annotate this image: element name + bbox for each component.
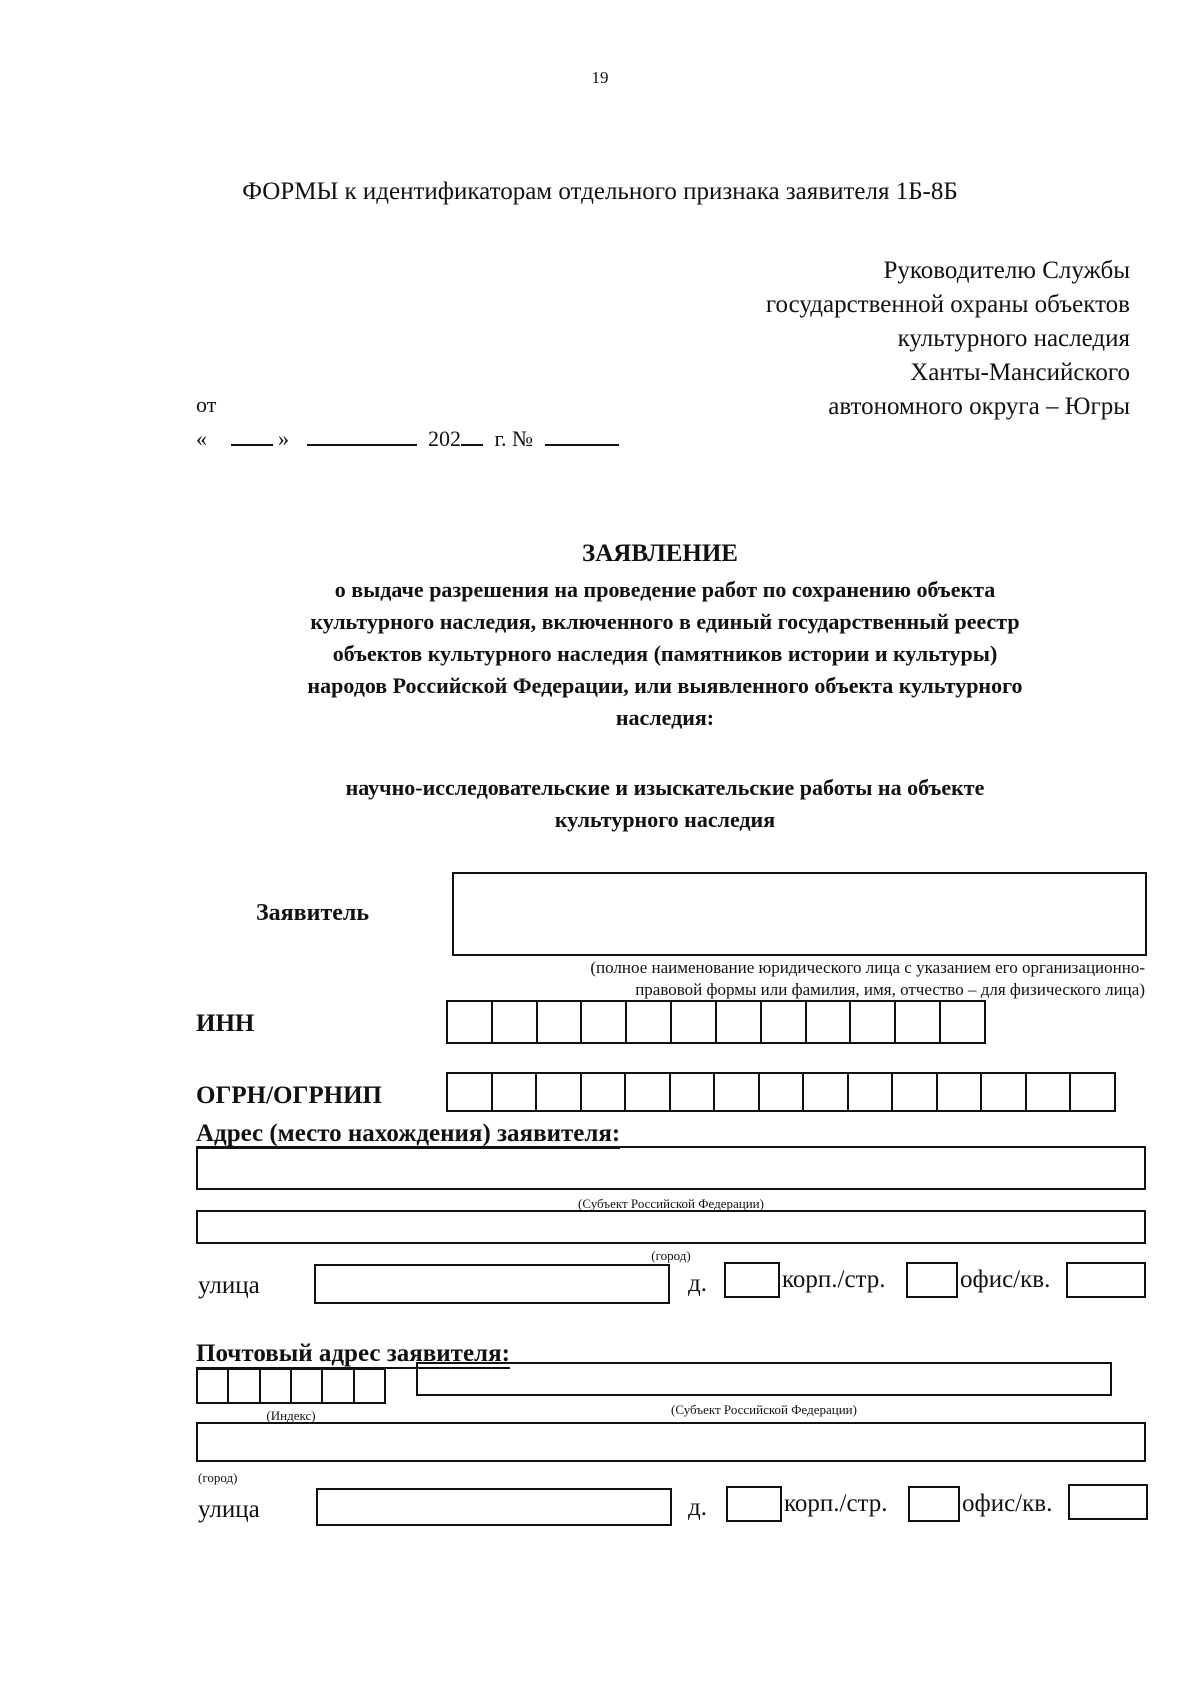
- digit-cell[interactable]: [671, 1074, 716, 1110]
- postal-street-label: улица: [198, 1496, 260, 1523]
- digit-cell[interactable]: [896, 1002, 941, 1042]
- address-subject-caption: (Субъект Российской Федерации): [578, 1196, 764, 1211]
- digit-cell[interactable]: [493, 1074, 538, 1110]
- digit-cell[interactable]: [627, 1002, 672, 1042]
- applicant-label: Заявитель: [256, 900, 370, 926]
- digit-cell[interactable]: [807, 1002, 852, 1042]
- addressee-line: Ханты-Мансийского: [910, 359, 1130, 386]
- digit-cell[interactable]: [893, 1074, 938, 1110]
- digit-cell[interactable]: [493, 1002, 538, 1042]
- postal-city-caption: (город): [198, 1470, 238, 1485]
- digit-cell[interactable]: [582, 1002, 627, 1042]
- digit-cell[interactable]: [198, 1370, 229, 1402]
- digit-cell[interactable]: [762, 1002, 807, 1042]
- applicant-caption: [450, 957, 1145, 1001]
- address-house-input[interactable]: [724, 1262, 780, 1298]
- address-house-label: д.: [688, 1270, 707, 1297]
- addressee-line: государственной охраны объектов: [765, 291, 1130, 318]
- postal-index-caption: (Индекс): [266, 1408, 316, 1423]
- digit-cell[interactable]: [1071, 1074, 1116, 1110]
- address-building-input[interactable]: [906, 1262, 958, 1298]
- applicant-caption-line: (полное наименование юридического лица с указанием его организационно-: [590, 958, 1145, 977]
- digit-cell[interactable]: [851, 1002, 896, 1042]
- postal-label-text: Почтовый адрес заявителя:: [196, 1340, 510, 1367]
- digit-cell[interactable]: [760, 1074, 805, 1110]
- postal-subject-caption: (Субъект Российской Федерации): [671, 1402, 857, 1417]
- addressee-line: Руководителю Службы: [883, 257, 1130, 284]
- work-type-line: научно-исследовательские и изыскательские работы на объекте: [345, 775, 985, 800]
- date-line: [196, 420, 619, 452]
- subtitle-line: наследия:: [615, 705, 715, 730]
- postal-building-label: корп./стр.: [784, 1490, 888, 1517]
- postal-subject-input[interactable]: [416, 1362, 1112, 1396]
- address-subject-input[interactable]: [196, 1146, 1146, 1190]
- ogrn-label: ОГРН/ОГРНИП: [196, 1082, 382, 1109]
- subtitle-line: народов Российской Федерации, или выявленного объекта культурного: [307, 673, 1023, 698]
- address-label-text: Адрес (место нахождения) заявителя:: [196, 1120, 621, 1147]
- inn-cells[interactable]: [446, 1000, 986, 1044]
- addressee-line: культурного наследия: [897, 325, 1130, 352]
- digit-cell[interactable]: [804, 1074, 849, 1110]
- postal-office-input[interactable]: [1068, 1484, 1148, 1520]
- address-building-label: корп./стр.: [782, 1266, 886, 1293]
- address-label: [196, 1120, 620, 1148]
- digit-cell[interactable]: [261, 1370, 292, 1402]
- address-office-label: офис/кв.: [960, 1266, 1051, 1293]
- ogrn-cells[interactable]: [446, 1072, 1116, 1112]
- address-office-input[interactable]: [1066, 1262, 1146, 1298]
- statement-title: ЗАЯВЛЕНИЕ: [582, 540, 738, 567]
- applicant-input[interactable]: [452, 872, 1147, 956]
- open-quote: «: [196, 426, 207, 451]
- digit-cell[interactable]: [715, 1074, 760, 1110]
- digit-cell[interactable]: [292, 1370, 323, 1402]
- page-number: 19: [591, 68, 609, 87]
- addressee-line: автономного округа – Югры: [828, 393, 1130, 420]
- digit-cell[interactable]: [849, 1074, 894, 1110]
- postal-house-input[interactable]: [726, 1486, 782, 1522]
- address-street-input[interactable]: [314, 1264, 670, 1304]
- subtitle-line: культурного наследия, включенного в единый государственный реестр: [310, 609, 1020, 634]
- digit-cell[interactable]: [582, 1074, 627, 1110]
- digit-cell[interactable]: [672, 1002, 717, 1042]
- digit-cell[interactable]: [538, 1002, 583, 1042]
- postal-city-input[interactable]: [196, 1422, 1146, 1462]
- from-label: от: [196, 392, 217, 417]
- number-label: г. №: [494, 426, 534, 451]
- year-prefix: 202: [428, 426, 461, 451]
- address-city-caption: (город): [651, 1248, 691, 1263]
- postal-index-cells[interactable]: [196, 1368, 386, 1404]
- subtitle-line: о выдаче разрешения на проведение работ по сохранению объекта: [334, 577, 996, 602]
- addressee-block: [610, 254, 1130, 424]
- digit-cell[interactable]: [717, 1002, 762, 1042]
- digit-cell[interactable]: [1027, 1074, 1072, 1110]
- postal-building-input[interactable]: [908, 1486, 960, 1522]
- digit-cell[interactable]: [355, 1370, 386, 1402]
- month-blank[interactable]: [307, 420, 417, 446]
- postal-street-input[interactable]: [316, 1488, 672, 1526]
- postal-office-label: офис/кв.: [962, 1490, 1053, 1517]
- digit-cell[interactable]: [537, 1074, 582, 1110]
- address-city-input[interactable]: [196, 1210, 1146, 1244]
- subtitle-line: объектов культурного наследия (памятников истории и культуры): [332, 641, 998, 666]
- postal-house-label: д.: [688, 1494, 707, 1521]
- applicant-caption-line: правовой формы или фамилия, имя, отчество – для физического лица): [635, 980, 1145, 999]
- address-street-label: улица: [198, 1272, 260, 1299]
- day-blank[interactable]: [231, 420, 273, 446]
- digit-cell[interactable]: [448, 1074, 493, 1110]
- digit-cell[interactable]: [448, 1002, 493, 1042]
- digit-cell[interactable]: [626, 1074, 671, 1110]
- year-blank[interactable]: [461, 420, 483, 446]
- forms-heading: ФОРМЫ к идентификаторам отдельного признака заявителя 1Б-8Б: [242, 178, 958, 205]
- inn-label: ИНН: [196, 1010, 255, 1037]
- digit-cell[interactable]: [982, 1074, 1027, 1110]
- close-quote: »: [278, 426, 289, 451]
- digit-cell[interactable]: [938, 1074, 983, 1110]
- digit-cell[interactable]: [941, 1002, 986, 1042]
- work-type-line: культурного наследия: [554, 807, 776, 832]
- digit-cell[interactable]: [323, 1370, 354, 1402]
- digit-cell[interactable]: [229, 1370, 260, 1402]
- number-blank[interactable]: [545, 420, 619, 446]
- work-type: [80, 772, 1200, 836]
- statement-subtitle: [80, 574, 1200, 734]
